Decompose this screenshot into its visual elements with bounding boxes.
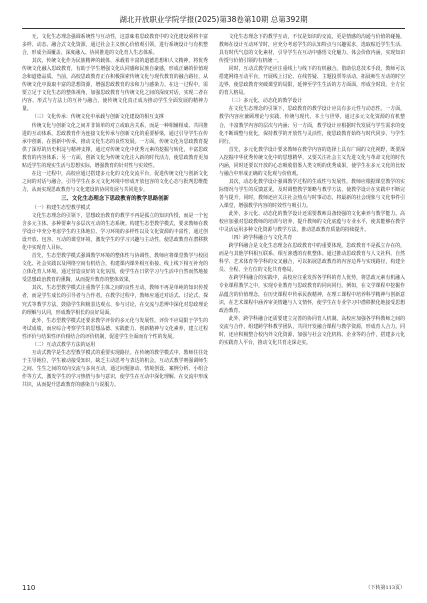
paragraph: 在跨学科融合的实践中，高校应注重发挥各学科的育人优势，将思政元素有机融入专业课程教学之中，实现专业教育与思政教育的同向同行。例如，在文学课程中挖掘作品蕴含的价值理念，在历史课程中传承民族精神，在理工课程中培养科学精神与创新意识，在艺术课程中涵养审美情趣与人文情怀，使学生在专业学习中潜移默化地接受思想政治教育。 xyxy=(219,275,405,314)
paragraph: 其次，生态型教学模式注重教学主体之间的良性互动。教师不再是单纯的知识传授者，而是学生成长的引导者与合作者。在教学过程中，教师应通过对话式、讨论式、探究式等教学方法，鼓励学生积极表达观点、参与讨论，在交流与思辨中深化对思政理论的理解与认同，形成教学相长的良好局面。 xyxy=(22,285,208,316)
subsection-heading: （一）构建生态型教学模式 xyxy=(31,204,91,211)
paragraph: 首先，多元化教学设计要求教师在教学内容的选择上具有广阔的文化视野，既要深入挖掘中华优秀传统文化中的思想精华，又要关注社会主义先进文化与革命文化的时代内涵，同时还要以开放的心态吸收借鉴人类文明的优秀成果，使学生在多元文化的比较与融合中形成正确的文化观与价值观。 xyxy=(219,146,405,177)
running-header: 湖北开放职业学院学报(2025)第38卷第10期 总第392期 xyxy=(119,15,308,24)
paragraph: 其次，动态化教学设计强调教学过程的生成性与发展性。教师应根据课堂教学的实际情况与学生的反馈意见，及时调整教学策略与教学方法，使教学设计在实践中不断完善与提升。同时，教师还应关注社会热点与时事动态，将最新的社会现象与文化事件引入课堂，增强教学内容的时效性与吸引力。 xyxy=(219,178,405,209)
paragraph: 此外，跨学科融合还需要建立完善的协同育人机制。高校应加强各学科教师之间的交流与合作，组建跨学科教学团队，共同开发融合课程与教学资源，形成育人合力。同时，还应积极整合校内外文化资源，加强与社会文化机构、企业等的合作，搭建多元化的实践育人平台，推动文化共育走深走实。 xyxy=(219,315,405,346)
continued-note: （下转第113页） xyxy=(365,585,405,591)
paragraph: 此外，多元化、动态化的教学设计还需要教师具备较强的文化素养与教学能力。高校应加强对思政教师的培训与培养，提升教师的文化底蕴与专业水平，使其能够在教学中灵活运用多种文化资源与教学方法，推动思政教育质量的持续提升。 xyxy=(219,211,405,234)
section-heading: 三、文化生态理念下思政教育的教学思路创新 xyxy=(61,195,169,202)
subsection-heading: （四）跨学科融合与文化共育 xyxy=(228,235,293,242)
paragraph: 传统文化与创新文化之间并非简单的对立或取舍关系，而是一种相辅相成、共同推进的互动体系。思政教育作为连接文化传承与创新文化的重要桥梁，通过引导学生在传承中创新、在创新中传承，推动文化生态的良性发展。一方面，传统文化为思政教育提供了深厚的历史积淀与精神支撑，通过对传统文化中优秀元素的挖掘与转化，丰富思政教育的内容体系；另一方面，创新文化为传统文化注入新的时代活力，使思政教育更加贴近学生的现实生活与思想实际，增强教育的针对性与实效性。 xyxy=(22,122,208,169)
paragraph: 在文化生态理念的引领下，思政教育的教学设计应具有多元性与动态性。一方面，教学内容应兼顾理论与实践、传统与现代、本土与世界，通过多元文化资源的有机整合，丰富教学内容的层次与内涵；另一方面，教学设计应根据时代发展与学生需求的变化不断调整与优化，保持教学的开放性与灵活性，使思政教育始终与时代同步、与学生同行。 xyxy=(219,106,405,145)
paragraph: 文化生态理念的引领下，思想政治教育的教学不再是孤立的知识传授，而是一个包含多元主体、多种要素与多层次互动的生态系统。构建生态型教学模式，要求教师在教学设计中充分考虑学生的主体地位、学习环境的多样性以及文化资源的丰富性，通过创设开放、包容、互动的课堂环境，激发学生的学习兴趣与主动性，使思政教育在潜移默化中实现育人目标。 xyxy=(22,212,208,252)
paragraph: 在这一过程中，高校应通过搭建多元化的文化交流平台，促进传统文化与创新文化之间的对话与融合，引导学生在多元文化环境中形成开放包容的文化心态与批判思维能力，从而实现思政教育与文化建设的协同发展与共同进步。 xyxy=(22,170,208,193)
header-rule xyxy=(22,28,405,29)
paragraph: 其次，传统文化作为民族精神的载体，承载着丰富的道德思想和人文精神。将优秀传统文化融入思政教育，有助于学生增强文化认同感和民族自豪感，形成正确的价值观念和道德品质。当前，高校思政教育正在积极探索传统文化与现代教育的融合路径，从传统文化中汲取丰富的思想资源，增强思政教育的亲和力与感染力。在这一过程中，需要立足于文化生态的整体视角，加强思政教育与传统文化之间的深度对话，实现二者在内容、形式与方法上的互补与融合，使传统文化真正成为推动学生全面发展的精神力量。 xyxy=(22,58,208,113)
left-column xyxy=(22,33,208,581)
page-number: 110 xyxy=(22,584,36,592)
subsection-heading: （三）多元化、动态化的教学设计 xyxy=(228,98,303,105)
right-column xyxy=(219,33,405,581)
paragraph: 此外，生态型教学模式还要求教学评价的多元化与发展性。评价不应局限于学生的考试成绩，而应综合考察学生的思想品德、实践能力、创新精神与文化素养，建立过程性评价与结果性评价相结合的评价机制，促进学生全面而有个性的发展。 xyxy=(22,317,208,340)
paragraph: 互动式教学是生态型教学模式的重要实现路径。在传统的教学模式中，教师往往处于主导地位，学生被动接受知识，缺乏主动思考与表达的机会。互动式教学则强调师生之间、生生之间的双向交流与多向互动，通过问题驱动、情境创设、案例分析、小组合作等方式，激发学生的学习热情与参与意识，使学生在互动中深化理解、在交流中形成共识，从而提升思政教育的感染力与说服力。 xyxy=(22,349,208,388)
paragraph: 首先，生态型教学模式强调教学环境的整体性与协调性。教师应将课堂教学与校园文化、社会实践以及网络空间有机结合，构建课内课外相互衔接、线上线下相互补充的立体化育人环境。通过营造良好的文化氛围，使学生在日常学习与生活中自然而然地接受思想政治教育的熏陶，从而提升教育的整体效果。 xyxy=(22,253,208,284)
subsection-heading: （三）文化传承：传统文化中承载与创新文化建设的相互支撑 xyxy=(31,114,164,121)
paragraph: 文化生态理念下的教学互动，不仅是知识的交流，更是情感的沟通与价值的碰撞。教师在设计互动环节时，应充分考虑学生的认知特点与兴趣需求，选取贴近学生生活、具有时代气息的文化素材，引导学生在互动中感悟文化魅力、体会价值内涵，实现知识传授与价值引领的有机统一。 xyxy=(219,34,405,65)
paragraph: 跨学科融合是文化生态理念在思政教育中的重要体现。思政教育不是孤立存在的，而是与其他学科相互联系、相互渗透的有机整体。通过推动思政教育与人文社科、自然科学、艺术体育等学科的交叉融合，可以拓展思政教育的内容边界与实现路径，构建全员、全程、全方位的文化共育格局。 xyxy=(219,243,405,274)
paragraph: 无，文化生态理念强调系统性与互动性，这意味着思政教育中的文化建设须将丰富多样、动态、融合式文化资源，通过社会主义核心价值观引领，进行系统设计与有机整合，形成全面覆盖、深度融入、协同推进的文化育人生态体系。 xyxy=(22,34,208,57)
paragraph: 同时，互动式教学还应注重线上与线下的有机融合。借助信息技术手段，教师可以搭建网络互动平台，开展线上讨论、在线答疑、主题投票等活动，拓展师生互动的时空边界，使思政教育突破课堂的局限，延伸至学生生活的方方面面，形成全时段、全方位的育人格局。 xyxy=(219,66,405,97)
subsection-heading: （二）互动式教学方法的运用 xyxy=(31,341,96,348)
